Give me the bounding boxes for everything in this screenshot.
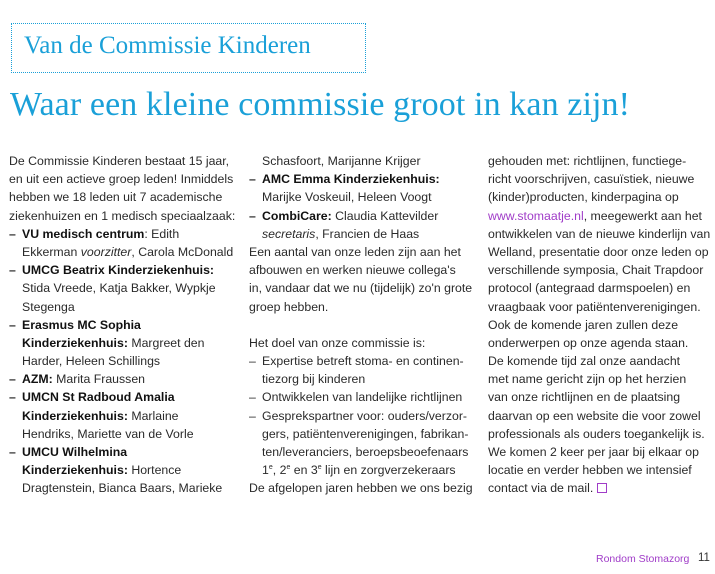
section-title: Van de Commissie Kinderen — [24, 32, 311, 59]
end-mark-icon — [597, 483, 607, 493]
goal-intro: Het doel van onze commissie is: — [249, 335, 426, 350]
goal-item: – Expertise betreft stoma- en continen- — [249, 354, 464, 369]
member-umcu: – UMCU Wilhelmina — [9, 445, 128, 459]
member-umcn: – UMCN St Radboud Amalia — [9, 390, 175, 405]
goal-item: – Ontwikkelen van landelijke richtlijnen — [249, 390, 463, 405]
member-combicare: – CombiCare: Claudia Kattevilder — [249, 208, 439, 223]
intro-line: en uit een actieve groep leden! Inmiddels — [9, 172, 234, 187]
column-2: Schasfoort, Marijanne Krijger – AMC Emma Kinderziekenhuis: Marijke Voskeuil, Heleen Voogt – CombiCare: Claudia Kattevilder secretaris, Francien de Haas Een aantal van onze leden zijn aan het afbouwen en werken nieuwe collega's in, vandaar dat we nu (tijdelijk) zo'n grote groep hebben. Het doel van onze commissie is: – Expertise betreft stoma- en continen- tiezorg bij kinderen – Ontwikkelen van landelijke richtlijnen – Gesprekspartner voor: ouders/verzor- gers, patiëntenverenigingen, fabrikan- ten/leveranciers, beroepsbeoefenaars 1e, 2e en 3e lijn en zorgverzekeraars De afgelopen jaren hebben we ons bezig — [249, 152, 479, 498]
paragraph-line: Een aantal van onze leden zijn aan het — [249, 244, 461, 259]
member-vumc: – VU medisch centrum: Edith — [9, 226, 180, 241]
intro-line: ziekenhuizen en 1 medisch speciaalzaak: — [9, 208, 236, 223]
member-amc: – AMC Emma Kinderziekenhuis: — [249, 172, 440, 187]
article-headline: Waar een kleine commissie groot in kan zijn! — [10, 86, 631, 123]
intro-line: De Commissie Kinderen bestaat 15 jaar, — [9, 154, 230, 168]
paragraph-line: afbouwen en werken nieuwe collega's — [249, 263, 456, 278]
section-header-box — [11, 23, 366, 73]
paragraph-line: in, vandaar dat we nu (tijdelijk) zo'n grote — [249, 281, 473, 296]
column-1: De Commissie Kinderen bestaat 15 jaar, en uit een actieve groep leden! Inmiddels hebben we 18 leden uit 7 academische ziekenhuizen en 1 medisch speciaalzaak: – VU medisch centrum: Edith Ekkerman voorzitter, Carola McDonald – UMCG Beatrix Kinderziekenhuis: Stida Vreede, Katja Bakker, Wypkje Stegenga – Erasmus MC Sophia Kinderziekenhuis: Margreet den Harder, Heleen Schillings – AZM: Marita Fraussen – UMCN St Radboud Amalia Kinderziekenhuis: Marlaine Hendriks, Mariette van de Vorle – UMCU Wilhelmina Kinderziekenhuis: Hortence Dragtenstein, Bianca Baars, Marieke — [9, 152, 239, 498]
paragraph-line: groep hebben. — [249, 299, 329, 314]
member-umcg: – UMCG Beatrix Kinderziekenhuis: — [9, 263, 215, 278]
page-number: 11 — [698, 552, 710, 564]
goal-item: – Gesprekspartner voor: ouders/verzor- — [249, 408, 468, 423]
stomaatje-link[interactable]: www.stomaatje.nl — [488, 208, 584, 223]
intro-line: hebben we 18 leden uit 7 academische — [9, 190, 223, 205]
footer-publication: Rondom Stomazorg — [596, 553, 690, 565]
column-3: gehouden met: richtlijnen, functiege- richt voorschrijven, casuïstiek, nieuwe (kinder)producten, kinderpagina op www.stomaatje.nl, meegewerkt aan het ontwikkelen van de nieuwe kinderlijn van Welland, presentatie door onze leden op verschillende symposia, Chait Trapdoor protocol (antegraad darmspoelen) en vraagbaak voor patiëntenverenigingen. Ook de komende jaren zullen deze onderwerpen op onze agenda staan. De komende tijd zal onze aandacht met name gericht zijn op het herzien van onze richtlijnen en de plaatsing daarvan op een website die voor zowel professionals als ouders toegankelijk is. We komen 2 keer per jaar bij elkaar op locatie en verder hebben we intensief contact via de mail. — [488, 154, 711, 496]
member-erasmus: – Erasmus MC Sophia — [9, 317, 141, 332]
member-azm: – AZM: Marita Fraussen — [9, 372, 145, 387]
